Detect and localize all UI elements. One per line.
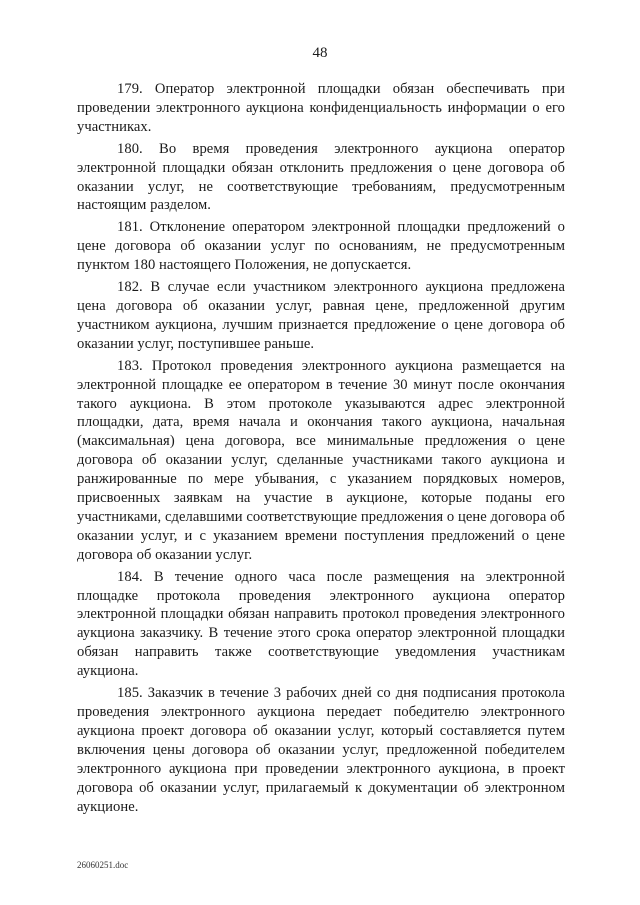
document-footer-filename: 26060251.doc <box>77 860 129 870</box>
paragraph-182: 182. В случае если участником электронного аукциона предложена цена договора об оказании услуг, равная цене, предложенной другим участником аукциона, лучшим признается предложение о цене договора об оказании услуг, поступившее раньше. <box>77 279 565 352</box>
paragraph-179: 179. Оператор электронной площадки обязан обеспечивать при проведении электронного аукциона конфиденциальность информации о его участниках. <box>77 81 565 135</box>
paragraph-183: 183. Протокол проведения электронного аукциона размещается на электронной площадке ее оператором в течение 30 минут после окончания такого аукциона. В этом протоколе указываются адрес электронной площадки, дата, время начала и окончания такого аукциона, начальная (максимальная) цена договора, все минимальные предложения о цене договора об оказании услуг, сделанные участниками такого аукциона и ранжированные по мере убывания, с указанием порядковых номеров, присвоенных заявкам на участие в аукционе, которые поданы его участниками, сделавшими соответствующие предложения о цене договора об оказании услуг, и с указанием времени поступления предложений о цене договора об оказании услуг. <box>77 357 565 563</box>
paragraph-185: 185. Заказчик в течение 3 рабочих дней со дня подписания протокола проведения электронного аукциона передает победителю электронного аукциона проект договора об оказании услуг, который составляется путем включения цены договора об оказании услуг, предложенной победителем электронного аукциона при проведении электронного аукциона, в проект договора об оказании услуг, прилагаемый к документации об электронном аукционе. <box>77 685 565 815</box>
paragraph-180: 180. Во время проведения электронного аукциона оператор электронной площадки обязан отклонить предложения о цене договора об оказании услуг, не соответствующие требованиям, предусмотренным настоящим разделом. <box>77 140 565 214</box>
paragraph-184: 184. В течение одного часа после размещения на электронной площадке протокола проведения электронного аукциона оператор электронной площадки обязан направить протокол проведения электронного аукциона заказчику. В течение этого срока оператор электронной площадки обязан направить также соответствующие уведомления участникам аукциона. <box>77 568 565 680</box>
page-number: 48 <box>312 45 328 61</box>
document-body <box>77 80 565 819</box>
paragraph-181: 181. Отклонение оператором электронной площадки предложений о цене договора об оказании услуг по основаниям, не предусмотренным пунктом 180 настоящего Положения, не допускается. <box>77 219 565 274</box>
